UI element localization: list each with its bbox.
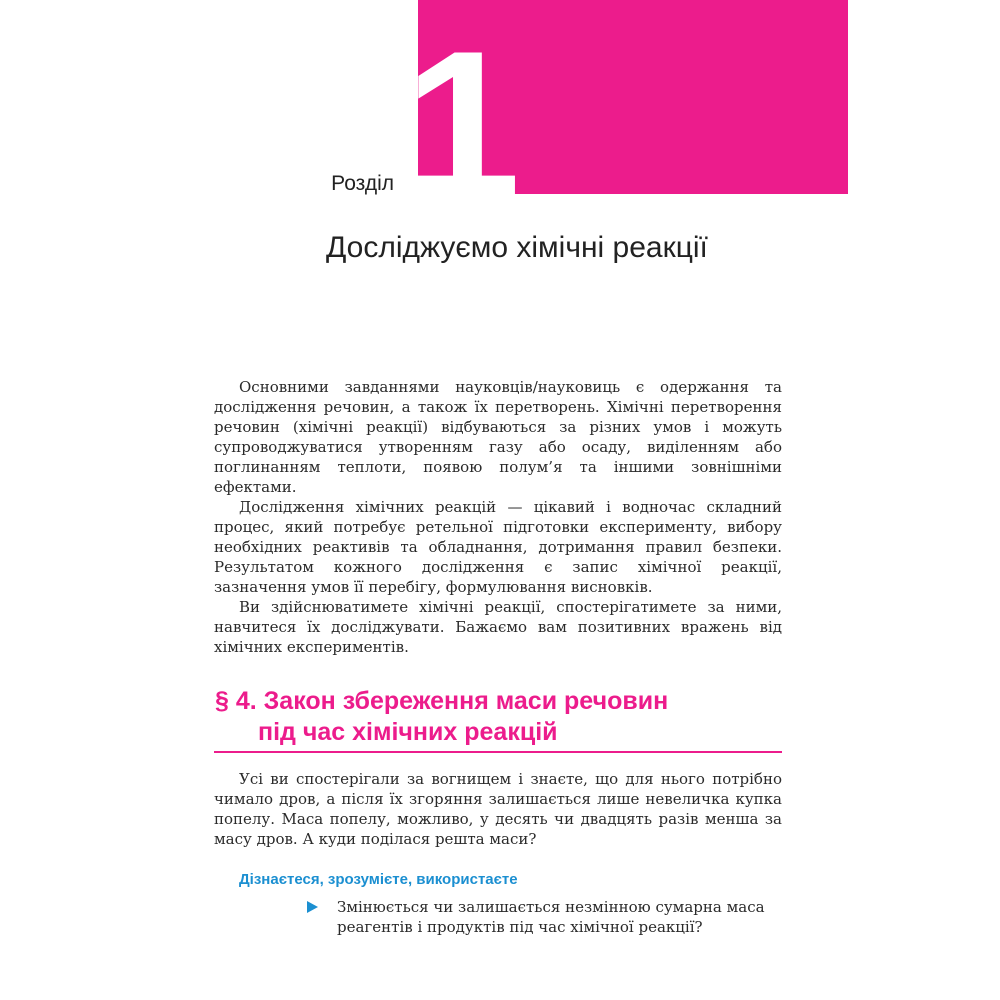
triangle-bullet-icon: [307, 901, 318, 913]
section-paragraph: Усі ви спостерігали за вогнищем і знаєте, що для нього потрібно чимало дров, а після їх згоряння залишається лише невеличка купка попелу. Маса попелу, можливо, у десять чи двадцять разів менша за масу дров. А куди поділася решта маси?: [214, 770, 782, 848]
chapter-number: 1: [404, 7, 517, 242]
intro-paragraph: Дослідження хімічних реакцій — цікавий і водночас складний процес, який потребує ретельної підготовки експерименту, вибору необхідних реактивів та обладнання, дотримання правил безпеки. Результатом кожного дослідження є запис хімічної реакції, зазначення умов її перебігу, формулювання висновків.: [214, 498, 782, 596]
section-divider: [214, 751, 782, 753]
section-heading-line1: § 4. Закон збереження маси речовин: [215, 687, 669, 715]
chapter-label: Розділ: [331, 172, 394, 195]
section-body: [214, 769, 782, 849]
learn-item: [307, 897, 777, 937]
section-heading-line2: під час хімічних реакцій: [258, 718, 558, 746]
intro-paragraph: Основними завданнями науковців/науковиць є одержання та дослідження речовин, а також їх перетворень. Хімічні перетворення речовин (хімічні реакції) відбуваються за різних умов і можуть супроводжуватися утворенням газу або осаду, виділенням або поглинанням теплоти, появою полум’я та іншими зовнішніми ефектами.: [214, 378, 782, 496]
chapter-title: Досліджуємо хімічні реакції: [326, 231, 708, 264]
intro-paragraph: Ви здійснюватимете хімічні реакції, спостерігатимете за ними, навчитеся їх досліджувати. Бажаємо вам позитивних вражень від хімічних експериментів.: [214, 598, 782, 656]
learn-heading: Дізнаєтеся, зрозумієте, використаєте: [239, 871, 518, 888]
learn-item-text: Змінюється чи залишається незмінною сумарна маса реагентів і продуктів під час хімічної реакції?: [337, 898, 765, 936]
section-heading: [215, 686, 780, 748]
chapter-intro: [214, 377, 782, 657]
